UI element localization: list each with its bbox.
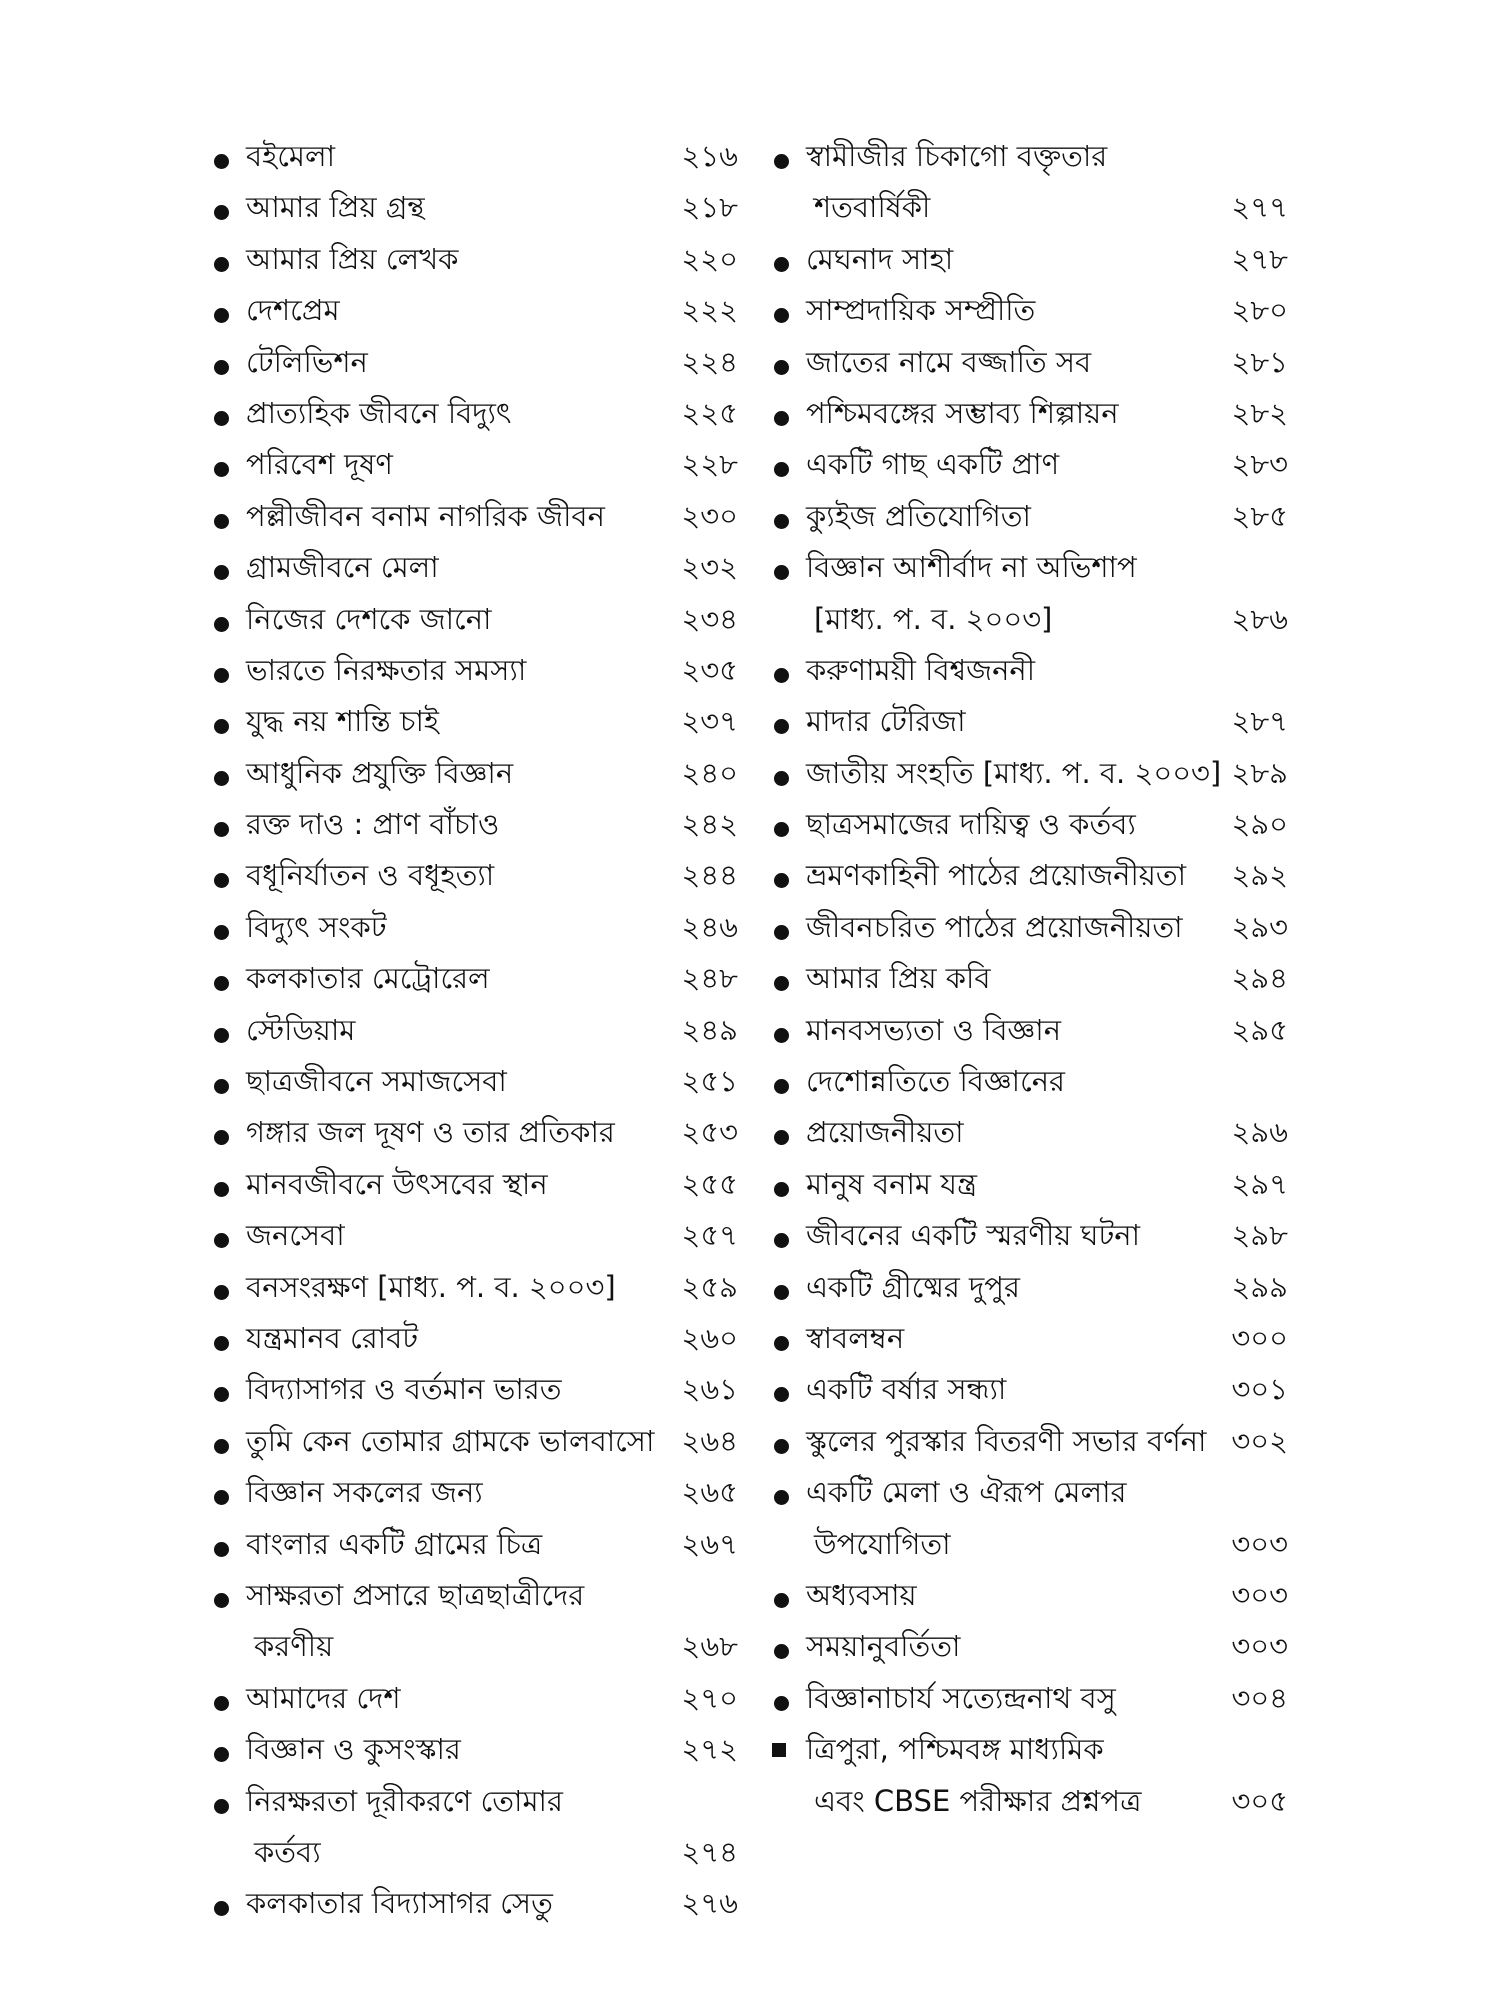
toc-entry-title: বিজ্ঞানাচার্য সত্যেন্দ্রনাথ বসু — [806, 1680, 1116, 1715]
toc-entry-page-number: ২৩৭ — [681, 704, 738, 739]
bullet-icon — [774, 1593, 789, 1608]
toc-entry — [768, 1723, 1288, 1774]
toc-entry — [208, 1518, 738, 1569]
toc-entry-page-number: ২৯৫ — [1231, 1012, 1288, 1047]
toc-entry-title: আমার প্রিয় কবি — [806, 961, 991, 996]
toc-entry — [208, 1672, 738, 1723]
toc-entry-title: মানুষ বনাম যন্ত্র — [806, 1166, 978, 1201]
toc-entry — [768, 1569, 1288, 1620]
toc-entry-page-number: ২৩২ — [681, 550, 738, 585]
toc-entry-title: বনসংরক্ষণ [মাধ্য. প. ব. ২০০৩] — [246, 1269, 616, 1304]
toc-entry-page-number: ২৭৮ — [1231, 241, 1288, 276]
bullet-icon — [774, 1439, 789, 1454]
toc-entry — [208, 1363, 738, 1414]
toc-entry-page-number: ২২০ — [681, 241, 738, 276]
toc-entry-page-number: ২৬১ — [681, 1372, 738, 1407]
toc-entry — [768, 1004, 1288, 1055]
toc-entry — [768, 1158, 1288, 1209]
bullet-icon — [774, 1285, 789, 1300]
toc-entry-page-number: ২৫৩ — [681, 1115, 738, 1150]
toc-entry-page-number: ২৪৯ — [681, 1012, 738, 1047]
toc-entry-page-number: ২৯২ — [1231, 858, 1288, 893]
bullet-icon — [774, 1644, 789, 1659]
bullet-icon — [214, 1439, 229, 1454]
bullet-icon — [214, 308, 229, 323]
toc-entry-page-number: ২৯৭ — [1231, 1166, 1288, 1201]
toc-entry — [768, 1363, 1288, 1414]
toc-entry-title: করুণাময়ী বিশ্বজননী — [806, 652, 1036, 687]
toc-entry-page-number: ২৭২ — [681, 1732, 738, 1767]
toc-entry-title: নিজের দেশকে জানো — [246, 601, 492, 636]
toc-entry-title: বধূনির্যাতন ও বধূহত্যা — [246, 858, 495, 893]
toc-entry — [208, 1466, 738, 1517]
toc-entry — [768, 1466, 1288, 1517]
toc-entry-title: মেঘনাদ সাহা — [806, 241, 954, 276]
bullet-icon — [774, 360, 789, 375]
toc-entry-page-number: ২৮৫ — [1231, 498, 1288, 533]
toc-entry-title: আধুনিক প্রযুক্তি বিজ্ঞান — [246, 755, 514, 790]
toc-entry-title: প্রয়োজনীয়তা — [806, 1115, 964, 1150]
toc-entry — [208, 695, 738, 746]
toc-entry-title: একটি মেলা ও ঐরূপ মেলার — [806, 1475, 1127, 1510]
toc-entry-title: কলকাতার বিদ্যাসাগর সেতু — [246, 1886, 553, 1921]
bullet-icon — [214, 1079, 229, 1094]
toc-entry — [768, 1415, 1288, 1466]
toc-entry-title: বাংলার একটি গ্রামের চিত্র — [246, 1526, 543, 1561]
toc-entry — [768, 695, 1288, 746]
toc-entry — [208, 541, 738, 592]
toc-entry-page-number: ২৪০ — [681, 755, 738, 790]
toc-entry-page-number: ২৪২ — [681, 807, 738, 842]
toc-entry — [208, 1877, 738, 1928]
bullet-icon — [214, 976, 229, 991]
toc-entry — [768, 130, 1288, 181]
bullet-icon — [214, 154, 229, 169]
toc-entry-title: শতবার্ষিকী — [814, 190, 931, 225]
toc-entry — [208, 1826, 738, 1877]
toc-entry-title: বিদ্যুৎ সংকট — [246, 909, 387, 944]
bullet-icon — [214, 1336, 229, 1351]
square-bullet-icon — [772, 1743, 786, 1757]
toc-entry — [768, 849, 1288, 900]
bullet-icon — [214, 822, 229, 837]
toc-entry-title: বিদ্যাসাগর ও বর্তমান ভারত — [246, 1372, 562, 1407]
toc-entry-page-number: ২৮২ — [1231, 395, 1288, 430]
bullet-icon — [214, 668, 229, 683]
toc-entry — [208, 1775, 738, 1826]
toc-entry — [208, 1723, 738, 1774]
bullet-icon — [774, 514, 789, 529]
bullet-icon — [774, 1182, 789, 1197]
bullet-icon — [774, 1233, 789, 1248]
toc-entry-page-number: ২৫৭ — [681, 1218, 738, 1253]
bullet-icon — [214, 1182, 229, 1197]
toc-entry-page-number: ২৩০ — [681, 498, 738, 533]
toc-entry-title: স্বাবলম্বন — [806, 1320, 905, 1355]
bullet-icon — [214, 617, 229, 632]
toc-entry — [208, 798, 738, 849]
bullet-icon — [214, 205, 229, 220]
toc-entry-page-number: ৩০৩ — [1231, 1629, 1288, 1664]
toc-entry-page-number: ২১৬ — [681, 139, 738, 173]
bullet-icon — [774, 925, 789, 940]
toc-entry — [208, 284, 738, 335]
toc-entry-page-number: ২৯৮ — [1231, 1218, 1288, 1253]
toc-entry-page-number: ২৬৫ — [681, 1475, 738, 1510]
toc-entry-page-number: ২৫৫ — [681, 1166, 738, 1201]
toc-entry-title: ত্রিপুরা, পশ্চিমবঙ্গ মাধ্যমিক — [806, 1732, 1104, 1767]
bullet-icon — [774, 1130, 789, 1145]
toc-entry-page-number: ২৩৫ — [681, 652, 738, 687]
toc-entry-title: অধ্যবসায় — [806, 1577, 917, 1612]
toc-entry-title: বিজ্ঞান সকলের জন্য — [246, 1475, 483, 1510]
bullet-icon — [214, 462, 229, 477]
toc-entry — [768, 1775, 1288, 1826]
toc-entry — [768, 336, 1288, 387]
bullet-icon — [774, 873, 789, 888]
toc-entry — [208, 593, 738, 644]
toc-entry — [768, 387, 1288, 438]
bullet-icon — [214, 1233, 229, 1248]
bullet-icon — [214, 1799, 229, 1814]
toc-entry-title: একটি গাছ একটি প্রাণ — [806, 447, 1060, 482]
bullet-icon — [774, 1028, 789, 1043]
toc-entry — [768, 1261, 1288, 1312]
bullet-icon — [214, 1593, 229, 1608]
toc-entry-title: জাতের নামে বজ্জাতি সব — [806, 344, 1092, 379]
toc-entry-title: আমার প্রিয় লেখক — [246, 241, 459, 276]
toc-entry — [208, 901, 738, 952]
toc-entry-title: মানবসভ্যতা ও বিজ্ঞান — [806, 1012, 1062, 1047]
toc-entry-title: স্টেডিয়াম — [246, 1012, 356, 1047]
toc-entry — [208, 1106, 738, 1157]
toc-entry-page-number: ২২৪ — [681, 344, 738, 379]
toc-entry — [768, 593, 1288, 644]
toc-entry-title: সাক্ষরতা প্রসারে ছাত্রছাত্রীদের — [246, 1577, 585, 1612]
bullet-icon — [214, 1747, 229, 1762]
toc-entry-page-number: ২৫৯ — [681, 1269, 738, 1304]
toc-entry-title: ছাত্রজীবনে সমাজসেবা — [246, 1064, 507, 1099]
toc-entry-title: মাদার টেরিজা — [806, 704, 966, 739]
toc-entry-title: ভারতে নিরক্ষতার সমস্যা — [246, 652, 527, 687]
toc-entry — [208, 130, 738, 181]
bullet-icon — [774, 668, 789, 683]
toc-entry-title: তুমি কেন তোমার গ্রামকে ভালবাসো — [246, 1423, 655, 1458]
toc-entry-page-number: ২৭৭ — [1231, 190, 1288, 225]
toc-entry-page-number: ২৬৭ — [681, 1526, 738, 1561]
toc-entry-title: জাতীয় সংহতি [মাধ্য. প. ব. ২০০৩] — [806, 755, 1222, 790]
toc-entry-title: কলকাতার মেট্রোরেল — [246, 961, 490, 996]
toc-entry-page-number: ৩০৩ — [1231, 1577, 1288, 1612]
toc-entry-page-number: ২৭৪ — [681, 1834, 738, 1869]
toc-entry-page-number: ২৮১ — [1231, 344, 1288, 379]
bullet-icon — [214, 873, 229, 888]
toc-entry-page-number: ৩০৫ — [1231, 1783, 1288, 1818]
toc-entry-page-number: ২৭০ — [681, 1680, 738, 1715]
toc-entry-title: টেলিভিশন — [246, 344, 368, 379]
toc-entry — [768, 233, 1288, 284]
bullet-icon — [214, 771, 229, 786]
toc-entry-page-number: ২৯৯ — [1231, 1269, 1288, 1304]
toc-entry-page-number: ২৩৪ — [681, 601, 738, 636]
toc-entry-title: যুদ্ধ নয় শান্তি চাই — [246, 704, 440, 739]
bullet-icon — [774, 565, 789, 580]
toc-entry-title: আমার প্রিয় গ্রন্থ — [246, 190, 425, 225]
toc-right-column — [768, 130, 1288, 1826]
toc-entry — [208, 233, 738, 284]
toc-entry-page-number: ৩০৩ — [1231, 1526, 1288, 1561]
toc-entry — [208, 1055, 738, 1106]
toc-entry-title: পশ্চিমবঙ্গের সম্ভাব্য শিল্পায়ন — [806, 395, 1119, 430]
bullet-icon — [214, 1285, 229, 1300]
bullet-icon — [774, 1696, 789, 1711]
toc-entry — [768, 1518, 1288, 1569]
toc-entry-title: একটি গ্রীষ্মের দুপুর — [806, 1269, 1020, 1304]
toc-entry-title: কর্তব্য — [254, 1834, 321, 1869]
toc-entry — [208, 1415, 738, 1466]
bullet-icon — [774, 1079, 789, 1094]
toc-entry-title: গ্রামজীবনে মেলা — [246, 550, 439, 585]
toc-entry — [768, 747, 1288, 798]
toc-entry-page-number: ২৮৬ — [1231, 601, 1288, 636]
toc-entry-title: জীবনের একটি স্মরণীয় ঘটনা — [806, 1218, 1140, 1253]
bullet-icon — [774, 154, 789, 169]
toc-entry — [768, 1055, 1288, 1106]
toc-entry-page-number: ২৪৮ — [681, 961, 738, 996]
toc-entry — [768, 490, 1288, 541]
bullet-icon — [774, 411, 789, 426]
toc-entry — [768, 181, 1288, 232]
toc-entry-title: আমাদের দেশ — [246, 1680, 401, 1715]
bullet-icon — [214, 257, 229, 272]
toc-entry-title: প্রাত্যহিক জীবনে বিদ্যুৎ — [246, 395, 512, 430]
toc-entry-title: পল্লীজীবন বনাম নাগরিক জীবন — [246, 498, 605, 533]
toc-entry-title: করণীয় — [254, 1629, 334, 1664]
toc-entry-page-number: ৩০০ — [1231, 1320, 1288, 1355]
toc-entry-title: মানবজীবনে উৎসবের স্থান — [246, 1166, 548, 1201]
bullet-icon — [214, 719, 229, 734]
toc-entry-title: জীবনচরিত পাঠের প্রয়োজনীয়তা — [806, 909, 1183, 944]
toc-entry — [208, 438, 738, 489]
toc-entry-page-number: ২২৫ — [681, 395, 738, 430]
toc-entry-page-number: ২৯৪ — [1231, 961, 1288, 996]
bullet-icon — [214, 1387, 229, 1402]
toc-entry — [768, 798, 1288, 849]
toc-entry-title: সাম্প্রদায়িক সম্প্রীতি — [806, 293, 1036, 328]
toc-entry-page-number: ২৮৯ — [1231, 755, 1288, 790]
toc-entry-title: দেশোন্নতিতে বিজ্ঞানের — [806, 1064, 1065, 1099]
toc-entry-page-number: ২১৮ — [681, 190, 738, 225]
toc-entry-page-number: ২২৮ — [681, 447, 738, 482]
toc-entry-page-number: ৩০৪ — [1231, 1680, 1288, 1715]
toc-entry — [768, 1620, 1288, 1671]
toc-entry-title: বিজ্ঞান আশীর্বাদ না অভিশাপ — [806, 550, 1137, 585]
toc-entry — [208, 1158, 738, 1209]
toc-left-column — [208, 130, 738, 1929]
toc-entry-title: [মাধ্য. প. ব. ২০০৩] — [814, 601, 1053, 636]
toc-entry-title: জনসেবা — [246, 1218, 345, 1253]
bullet-icon — [774, 719, 789, 734]
toc-entry-page-number: ২৬৪ — [681, 1423, 738, 1458]
toc-entry-title: দেশপ্রেম — [246, 293, 340, 328]
toc-entry — [208, 747, 738, 798]
toc-entry — [208, 1261, 738, 1312]
toc-entry-title: বিজ্ঞান ও কুসংস্কার — [246, 1732, 461, 1767]
toc-entry-title: এবং CBSE পরীক্ষার প্রশ্নপত্র — [814, 1783, 1142, 1818]
toc-entry — [768, 1209, 1288, 1260]
bullet-icon — [214, 360, 229, 375]
toc-entry-title: ক্যুইজ প্রতিযোগিতা — [806, 498, 1031, 533]
toc-entry-title: পরিবেশ দূষণ — [246, 447, 393, 482]
toc-entry-title: উপযোগিতা — [814, 1526, 951, 1561]
bullet-icon — [774, 822, 789, 837]
toc-entry-title: সময়ানুবর্তিতা — [806, 1629, 961, 1664]
toc-entry — [208, 1209, 738, 1260]
toc-entry-title: বইমেলা — [246, 139, 335, 173]
toc-entry-page-number: ২৯৬ — [1231, 1115, 1288, 1150]
bullet-icon — [774, 1336, 789, 1351]
toc-entry — [768, 438, 1288, 489]
toc-entry-page-number: ২৪৪ — [681, 858, 738, 893]
toc-entry-page-number: ২৯০ — [1231, 807, 1288, 842]
toc-entry — [208, 181, 738, 232]
toc-entry — [208, 849, 738, 900]
toc-entry — [208, 1312, 738, 1363]
toc-entry-page-number: ২৬৮ — [681, 1629, 738, 1664]
toc-entry-title: নিরক্ষরতা দূরীকরণে তোমার — [246, 1783, 563, 1818]
bullet-icon — [214, 1028, 229, 1043]
toc-entry-title: একটি বর্ষার সন্ধ্যা — [806, 1372, 1007, 1407]
toc-entry-title: যন্ত্রমানব রোবট — [246, 1320, 419, 1355]
toc-entry — [208, 1620, 738, 1671]
toc-entry — [208, 387, 738, 438]
toc-entry-page-number: ২২২ — [681, 293, 738, 328]
toc-entry-title: স্কুলের পুরস্কার বিতরণী সভার বর্ণনা — [806, 1423, 1207, 1458]
bullet-icon — [774, 1490, 789, 1505]
bullet-icon — [214, 565, 229, 580]
toc-entry-page-number: ৩০১ — [1231, 1372, 1288, 1407]
toc-entry — [768, 284, 1288, 335]
toc-entry-title: রক্ত দাও : প্রাণ বাঁচাও — [246, 807, 500, 842]
toc-entry-title: ছাত্রসমাজের দায়িত্ব ও কর্তব্য — [806, 807, 1136, 842]
toc-entry-page-number: ২৮০ — [1231, 293, 1288, 328]
bullet-icon — [214, 1696, 229, 1711]
bullet-icon — [214, 1130, 229, 1145]
toc-entry-title: স্বামীজীর চিকাগো বক্তৃতার — [806, 139, 1108, 173]
toc-entry — [208, 336, 738, 387]
toc-entry — [768, 644, 1288, 695]
bullet-icon — [214, 514, 229, 529]
toc-entry-page-number: ২৭৬ — [681, 1886, 738, 1921]
toc-entry — [768, 952, 1288, 1003]
bullet-icon — [774, 257, 789, 272]
toc-entry — [768, 1106, 1288, 1157]
bullet-icon — [774, 976, 789, 991]
toc-entry — [768, 1312, 1288, 1363]
toc-entry — [208, 644, 738, 695]
toc-entry-page-number: ২৫১ — [681, 1064, 738, 1099]
toc-entry-title: গঙ্গার জল দূষণ ও তার প্রতিকার — [246, 1115, 615, 1150]
toc-entry-page-number: ২৬০ — [681, 1320, 738, 1355]
bullet-icon — [774, 308, 789, 323]
bullet-icon — [214, 1901, 229, 1916]
toc-entry-page-number: ২৮৩ — [1231, 447, 1288, 482]
toc-entry — [768, 1672, 1288, 1723]
toc-entry — [768, 901, 1288, 952]
bullet-icon — [774, 771, 789, 786]
toc-entry — [768, 541, 1288, 592]
toc-entry-page-number: ২৮৭ — [1231, 704, 1288, 739]
toc-entry-page-number: ৩০২ — [1231, 1423, 1288, 1458]
toc-entry — [208, 490, 738, 541]
toc-entry-page-number: ২৪৬ — [681, 909, 738, 944]
toc-entry — [208, 1004, 738, 1055]
toc-entry-page-number: ২৯৩ — [1231, 909, 1288, 944]
bullet-icon — [214, 411, 229, 426]
bullet-icon — [214, 925, 229, 940]
toc-entry-title: ভ্রমণকাহিনী পাঠের প্রয়োজনীয়তা — [806, 858, 1187, 893]
toc-entry — [208, 1569, 738, 1620]
bullet-icon — [214, 1490, 229, 1505]
bullet-icon — [774, 462, 789, 477]
bullet-icon — [214, 1542, 229, 1557]
bullet-icon — [774, 1387, 789, 1402]
toc-entry — [208, 952, 738, 1003]
